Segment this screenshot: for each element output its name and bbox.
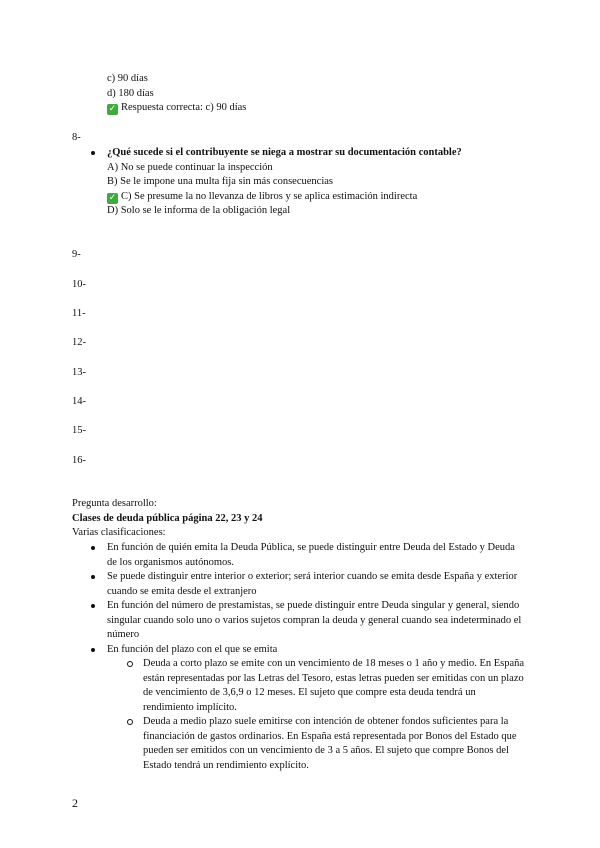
bullet-icon [91, 546, 95, 550]
question-8-option-c-text: C) Se presume la no llevanza de libros y se aplica estimación indirecta [121, 191, 418, 202]
question-8-text: ¿Qué sucede si el contribuyente se niega a mostrar su documentación contable? [107, 147, 462, 158]
question-number: 14- [72, 396, 86, 407]
question-8-option-d: D) Solo se le informa de la obligación legal [107, 205, 291, 216]
question-number: 13- [72, 367, 86, 378]
essay-intro: Varias clasificaciones: [72, 527, 166, 538]
bullet-icon [91, 648, 95, 652]
sub-bullet-icon [127, 661, 133, 667]
essay-sub-bullet: Deuda a corto plazo se emite con un vencimiento de 18 meses o 1 año y medio. En España están representadas por las Letras del Tesoro, estas letras pueden ser emitidas con un plazo de vencimiento de 3,6,9 o 12 meses. El sujeto que compre esta deuda tendrá un rendimiento implícito. [143, 658, 525, 713]
question-8-option-a: A) No se puede continuar la inspección [107, 162, 273, 173]
sub-bullet-icon [127, 719, 133, 725]
question-number: 16- [72, 455, 86, 466]
question-number: 9- [72, 249, 81, 260]
question-8-number: 8- [72, 132, 81, 143]
question-number: 10- [72, 279, 86, 290]
check-mark-icon: ✓ [108, 193, 117, 203]
correct-answer-text: Respuesta correcta: c) 90 días [121, 102, 247, 113]
question-8-option-c-correct [107, 190, 417, 205]
question-number: 15- [72, 425, 86, 436]
correct-answer-line [107, 101, 246, 116]
question-number: 11- [72, 308, 86, 319]
page-number: 2 [72, 796, 78, 810]
essay-bullet: En función del plazo con el que se emita [107, 644, 278, 655]
check-mark-icon: ✓ [108, 104, 117, 114]
essay-title: Clases de deuda pública página 22, 23 y 24 [72, 513, 263, 524]
bullet-icon [91, 604, 95, 608]
question-number: 12- [72, 337, 86, 348]
essay-bullet: En función del número de prestamistas, se puede distinguir entre Deuda singular y general, siendo singular cuando solo uno o varios sujetos compran la deuda y general cuando sea indeterminado el número [107, 600, 522, 641]
bullet-icon [91, 575, 95, 579]
essay-bullet: Se puede distinguir entre interior o exterior; será interior cuando se emita desde España y exterior cuando se emita desde el extranjero [107, 571, 518, 597]
option-d-line: d) 180 días [107, 88, 154, 99]
option-c-line: c) 90 días [107, 73, 148, 84]
essay-label: Pregunta desarrollo: [72, 498, 157, 509]
bullet-icon [91, 151, 95, 155]
question-8-option-b: B) Se le impone una multa fija sin más consecuencias [107, 176, 333, 187]
essay-bullet: En función de quién emita la Deuda Pública, se puede distinguir entre Deuda del Estado y Deuda de los organismos autónomos. [107, 542, 515, 568]
essay-sub-bullet: Deuda a medio plazo suele emitirse con intención de obtener fondos suficientes para la financiación de gastos ordinarios. En España está representada por Bonos del Estado que pueden ser emitidos con un vencimiento de 3 a 5 años. El sujeto que compre Bonos del Estado tendrá un rendimiento explícito. [143, 716, 517, 771]
